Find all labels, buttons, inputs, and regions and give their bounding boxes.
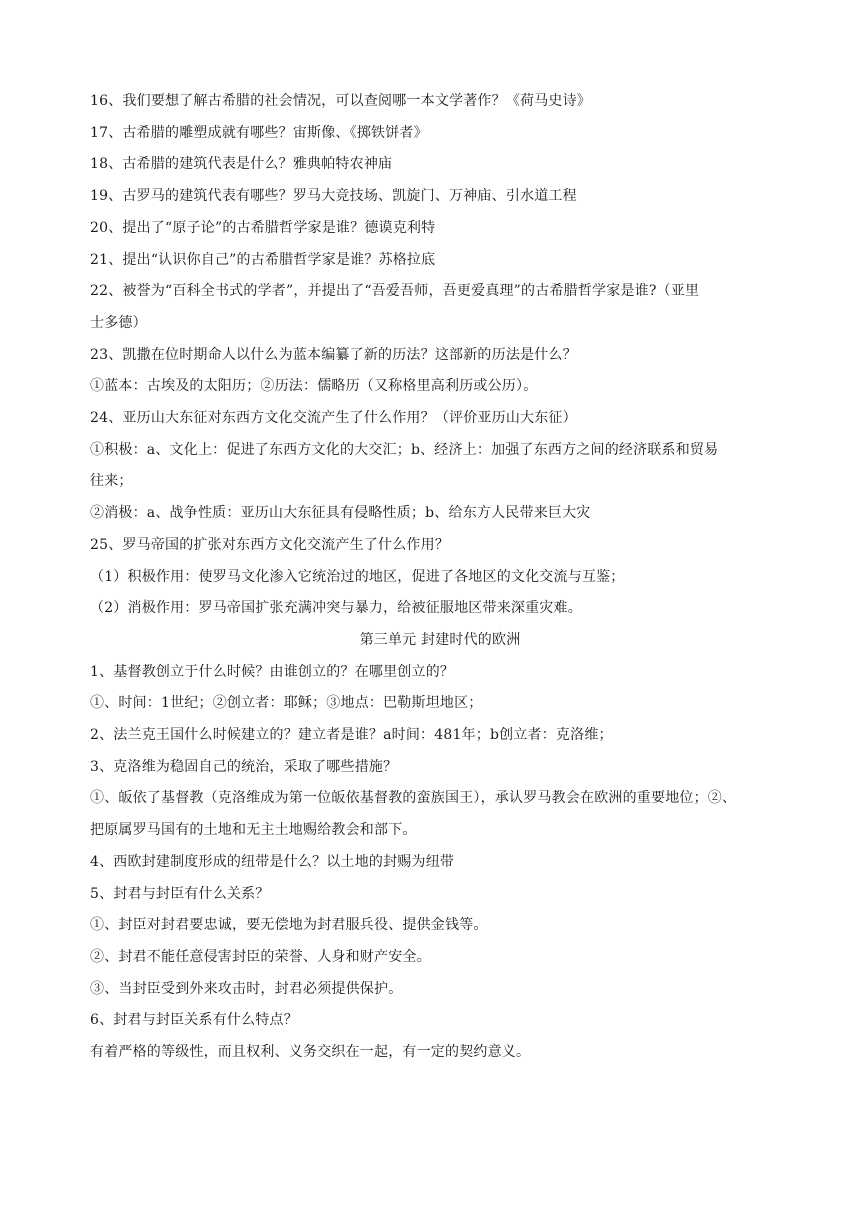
q21-line: 21、提出“认识你自己”的古希腊哲学家是谁？苏格拉底 — [90, 251, 436, 268]
q24-answer-positive: ①积极：a、文化上：促进了东西方文化的大交汇；b、经济上：加强了东西方之间的经济联系和贸易 — [90, 441, 719, 458]
u3-q6-answer: 有着严格的等级性，而且权利、义务交织在一起，有一定的契约意义。 — [90, 1044, 531, 1061]
q22-line: 22、被誉为“百科全书式的学者”，并提出了“吾爱吾师，吾更爱真理”的古希腊哲学家是谁?（亚里 — [90, 283, 700, 300]
u3-q3-answer-cont: 把原属罗马国有的土地和无主土地赐给教会和部下。 — [90, 822, 417, 839]
q17-line: 17、古希腊的雕塑成就有哪些？宙斯像、《掷铁饼者》 — [90, 124, 428, 141]
document-page — [90, 86, 770, 1069]
q24-line: 24、亚历山大东征对东西方文化交流产生了什么作用？（评价亚历山大东征） — [90, 410, 577, 427]
q16-line: 16、我们要想了解古希腊的社会情况，可以查阅哪一本文学著作？《荷马史诗》 — [90, 93, 592, 109]
u3-q5-answer-1: ①、封臣对封君要忠诚，要无偿地为封君服兵役、提供金钱等。 — [90, 917, 488, 934]
u3-q5-line: 5、封君与封臣有什么关系？ — [90, 885, 270, 902]
q20-line: 20、提出了“原子论”的古希腊哲学家是谁？德谟克利特 — [90, 219, 436, 236]
u3-q5-answer-3: ③、当封臣受到外来攻击时，封君必须提供保护。 — [90, 980, 403, 997]
q18-line: 18、古希腊的建筑代表是什么？雅典帕特农神庙 — [90, 156, 393, 173]
q24-answer-positive-cont: 往来； — [90, 473, 133, 490]
section-title: 第三单元 封建时代的欧洲 — [359, 631, 521, 648]
u3-q3-answer: ①、皈依了基督教（克洛维成为第一位皈依基督教的蛮族国王），承认罗马教会在欧洲的重要地位；②、 — [90, 790, 737, 807]
q25-line: 25、罗马帝国的扩张对东西方文化交流产生了什么作用？ — [90, 536, 450, 553]
q25-answer-positive: （1）积极作用：使罗马文化渗入它统治过的地区，促进了各地区的文化交流与互鉴； — [90, 568, 625, 585]
u3-q1-answer: ①、时间：1世纪；②创立者：耶稣；③地点：巴勒斯坦地区； — [90, 695, 483, 712]
q23-answer: ①蓝本：古埃及的太阳历；②历法：儒略历（又称格里高利历或公历）。 — [90, 378, 538, 395]
q19-line: 19、古罗马的建筑代表有哪些？罗马大竞技场、凯旋门、万神庙、引水道工程 — [90, 188, 577, 205]
u3-q5-answer-2: ②、封君不能任意侵害封臣的荣誉、人身和财产安全。 — [90, 948, 431, 965]
u3-q6-line: 6、封君与封臣关系有什么特点？ — [90, 1012, 298, 1029]
q24-answer-negative: ②消极：a、战争性质：亚历山大东征具有侵略性质；b、给东方人民带来巨大灾 — [90, 505, 591, 522]
u3-q1-line: 1、基督教创立于什么时候？由谁创立的？在哪里创立的？ — [90, 663, 455, 680]
q22-line-cont: 士多德） — [90, 314, 147, 331]
q25-answer-negative: （2）消极作用：罗马帝国扩张充满冲突与暴力，给被征服地区带来深重灾难。 — [90, 600, 582, 617]
u3-q4-line: 4、西欧封建制度形成的纽带是什么？以土地的封赐为纽带 — [90, 853, 455, 870]
u3-q2-line: 2、法兰克王国什么时候建立的？建立者是谁？a时间：481年；b创立者：克洛维； — [90, 727, 613, 744]
q23-line: 23、凯撒在位时期命人以什么为蓝本编纂了新的历法？这部新的历法是什么？ — [90, 346, 577, 363]
u3-q3-line: 3、克洛维为稳固自己的统治，采取了哪些措施？ — [90, 758, 398, 775]
